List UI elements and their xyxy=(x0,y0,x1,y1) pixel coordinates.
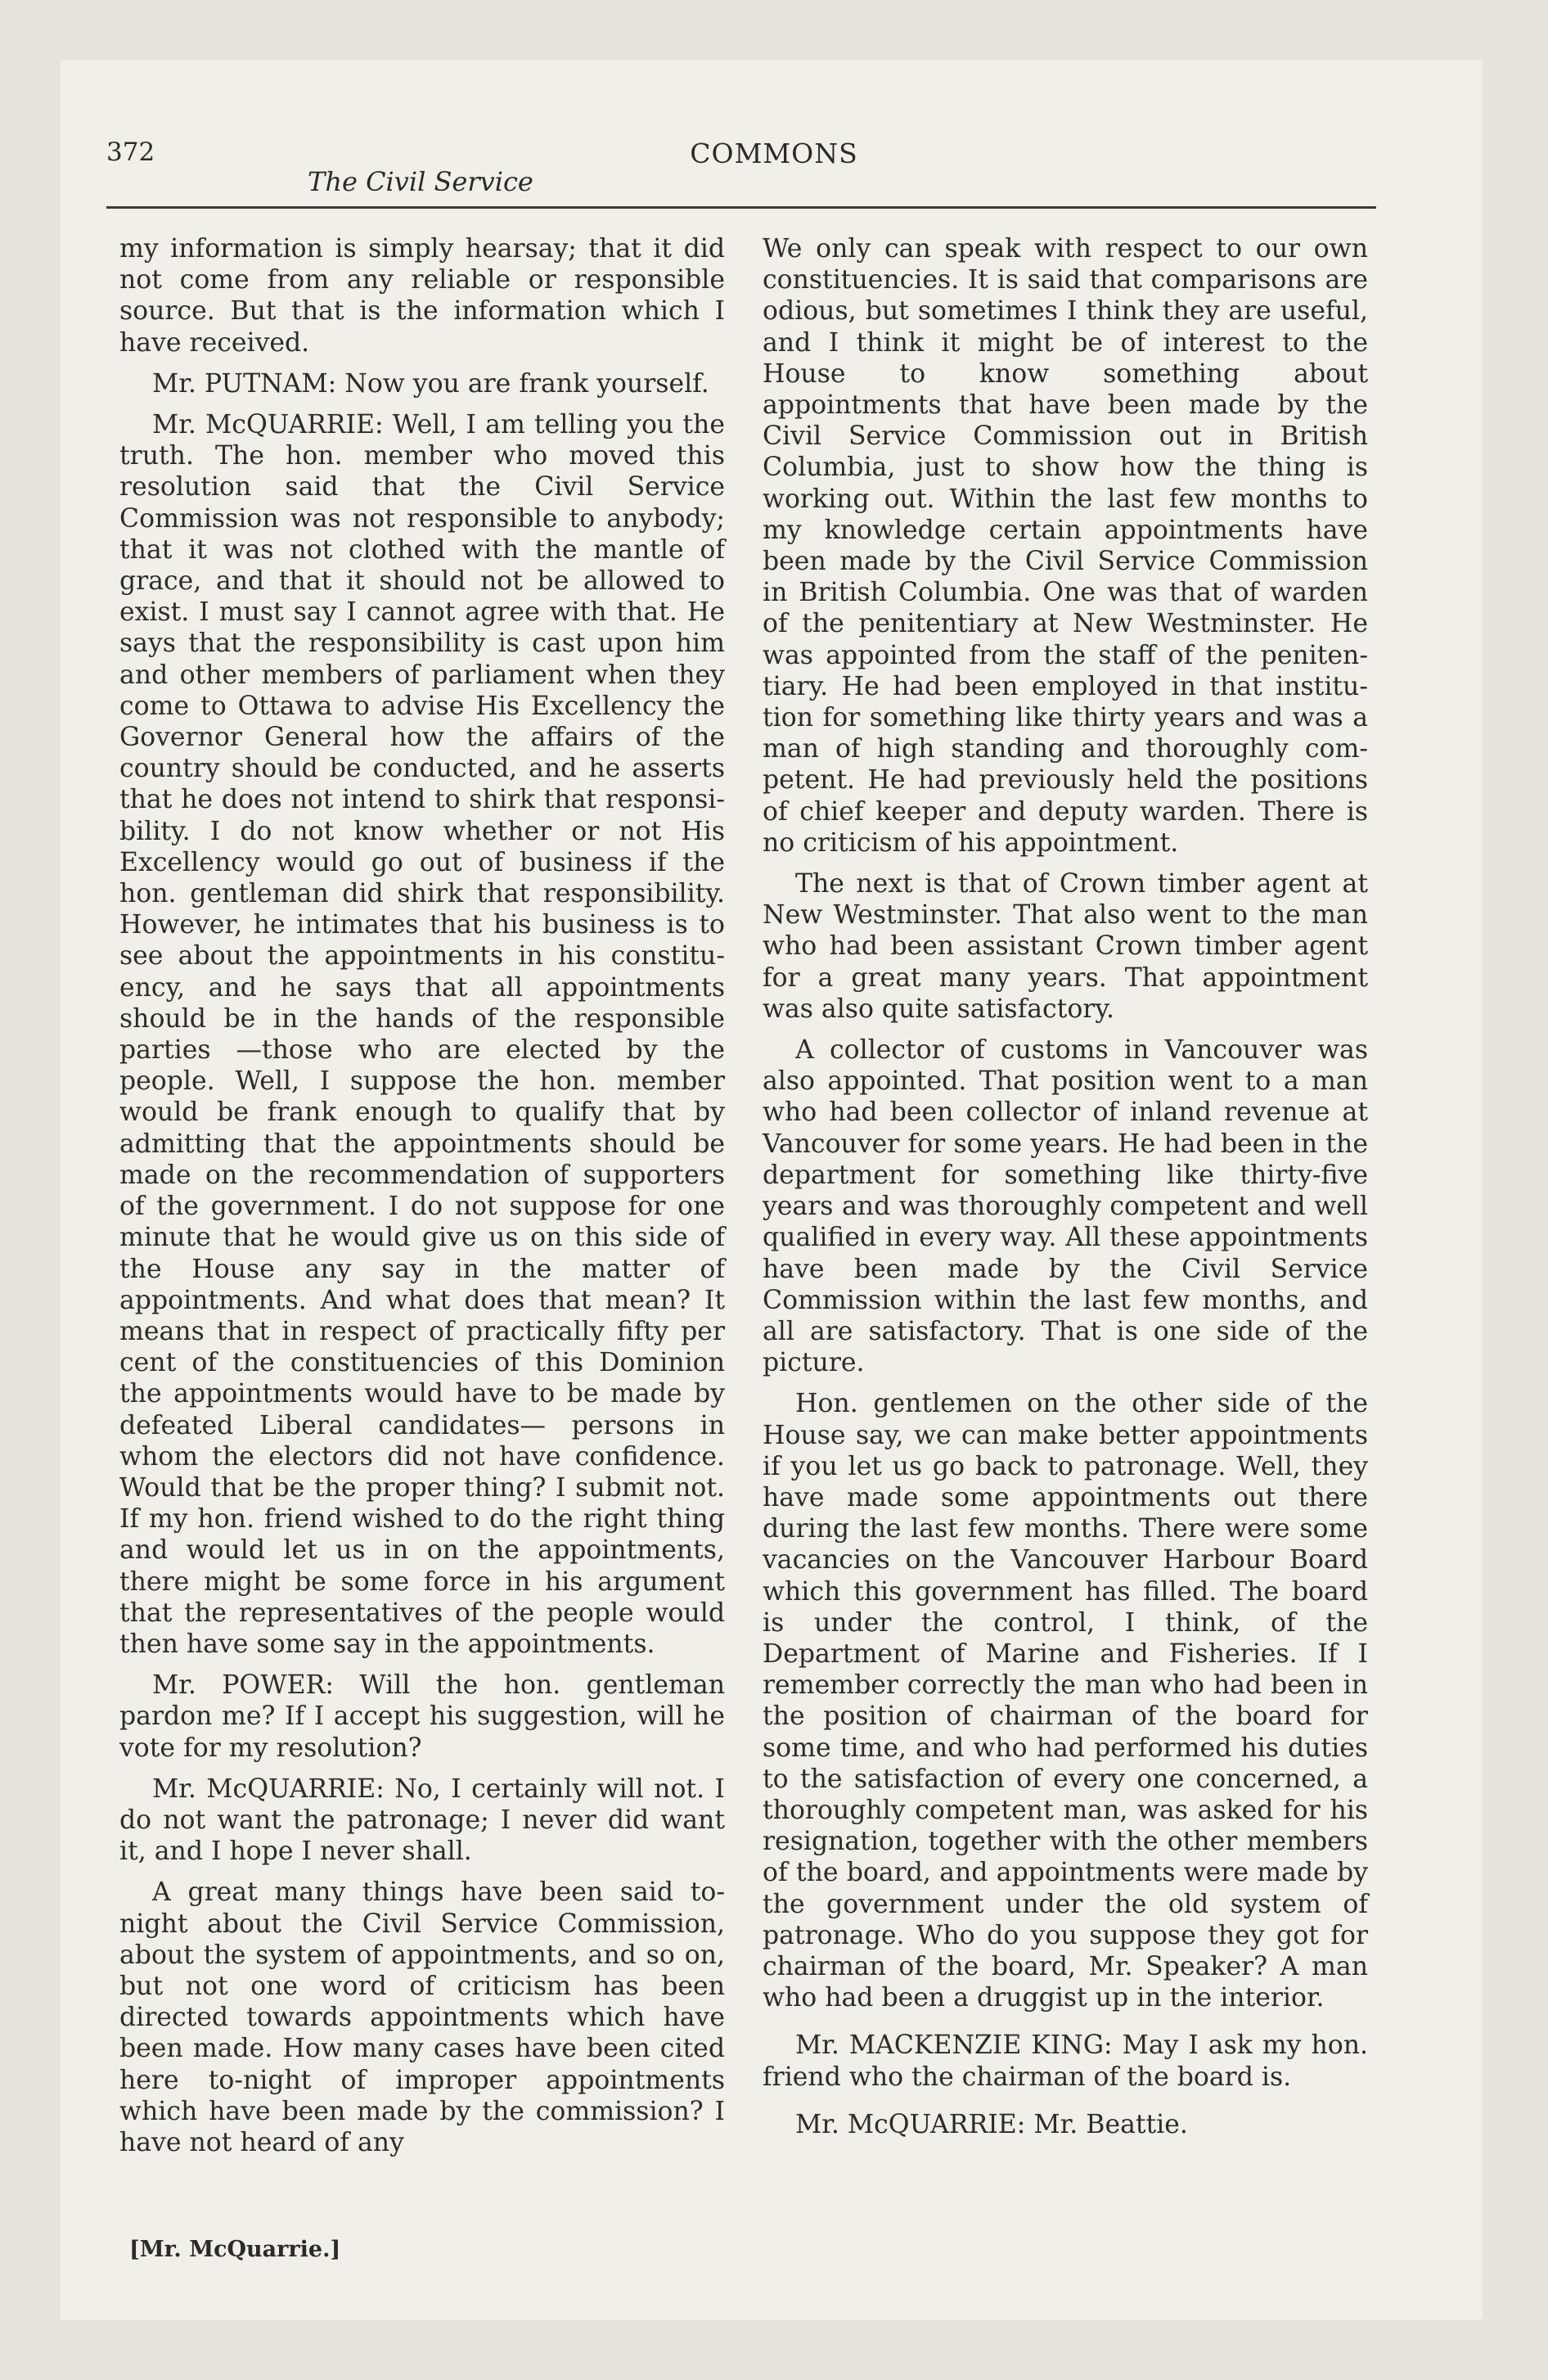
paragraph: Hon. gentlemen on the other side of the House say, we can make better appointments if you let us go back to patronage. Well, they have made some appointments out there during the last few months. There were some vacancies on the Vancouver Harbour Board which this government has filled. The board is under the control, I think, of the Department of Marine and Fisheries. If I remember correctly the man who had been in the position of chairman of the board for some time, and who had performed his duties to the satisfaction of every one concerned, a thoroughly competent man, was asked for his resignation, together with the other members of the board, and appointments were made by the government under the old system of patronage. Who do you suppose they got for chairman of the board, Mr. Speaker? A man who had been a druggist up in the interior. xyxy=(763,1389,1368,2013)
paragraph: Mr. McQUARRIE: Mr. Beattie. xyxy=(795,2109,1188,2139)
header-rule xyxy=(106,206,1376,209)
speaker-footer: [Mr. McQuarrie.] xyxy=(129,2237,341,2262)
left-column xyxy=(119,233,725,2222)
paragraph: Mr. McQUARRIE: Well, I am telling you the truth. The hon. member who moved this resolution said that the Civil Service Commission was not responsible to anybody; that it was not clothed with the mantle of grace, and that it should not be allowed to exist. I must say I cannot agree with that. He says that the responsibility is cast upon him and other members of parliament when they come to Ottawa to advise His Excellency the Governor General how the affairs of the country should be conducted, and he asserts that he does not intend to shirk that responsibility. I do not know whether or not His Excellency would go out of business if the hon. gentleman did shirk that responsibility. However, he intimates that his business is to see about the appointments in his constituency, and he says that all appointments should be in the hands of the responsible parties —those who are elected by the people. Well, I suppose the hon. member would be frank enough to qualify that by admitting that the appointments should be made on the recommendation of supporters of the government. I do not suppose for one minute that he would give us on this side of the House any say in the matter of appointments. And what does that mean? It means that in respect of practically fifty per cent of the constituencies of this Dominion the appointments would have to be made by defeated Liberal candidates— persons in whom the electors did not have confidence. Would that be the proper thing? I submit not. If my hon. friend wished to do the right thing and would let us in on the appointments, there might be some force in his argument that the representatives of the people would then have some say in the appointments. xyxy=(119,410,725,1659)
paragraph: Mr. PUTNAM: Now you are frank yourself. xyxy=(152,368,709,399)
paragraph: A great many things have been said to-night about the Civil Service Commission, about the system of appointments, and so on, but not one word of criticism has been directed towards appointments which have been made. How many cases have been cited here to-night of improper appointments which have been made by the commission? I have not heard of any xyxy=(119,1877,725,2157)
paragraph: We only can speak with respect to our own constituencies. It is said that comparisons are odious, but sometimes I think they are useful, and I think it might be of interest to the House to know something about appointments that have been made by the Civil Service Commission out in British Columbia, just to show how the thing is working out. Within the last few months to my knowledge certain appointments have been made by the Civil Service Commission in British Columbia. One was that of warden of the penitentiary at New Westminster. He was appointed from the staff of the penitentiary. He had been employed in that institution for something like thirty years and was a man of high standing and thoroughly competent. He had previously held the positions of chief keeper and deputy warden. There is no criticism of his appointment. xyxy=(763,234,1368,858)
right-column xyxy=(763,233,1368,2222)
paragraph: Mr. POWER: Will the hon. gentleman pardon me? If I accept his suggestion, will he vote for my resolution? xyxy=(119,1670,725,1763)
paragraph: my information is simply hearsay; that it did not come from any reliable or responsible source. But that is the information which I have received. xyxy=(119,234,725,358)
running-title: COMMONS xyxy=(690,137,858,169)
page-number: 372 xyxy=(106,137,155,167)
paragraph: Mr. MACKENZIE KING: May I ask my hon. friend who the chairman of the board is. xyxy=(763,2031,1368,2092)
paragraph: A collector of customs in Vancouver was also appointed. That position went to a man who had been collector of inland revenue at Vancouver for some years. He had been in the department for something like thirty-five years and was thoroughly competent and well qualified in every way. All these appointments have been made by the Civil Service Commission within the last few months, and all are satisfactory. That is one side of the picture. xyxy=(763,1035,1368,1378)
running-subtitle: The Civil Service xyxy=(308,166,533,197)
paragraph: The next is that of Crown timber agent at New Westminster. That also went to the man who had been assistant Crown timber agent for a great many years. That appointment was also quite satisfactory. xyxy=(763,869,1368,1024)
paragraph: Mr. McQUARRIE: No, I certainly will not. I do not want the patronage; I never did want it, and I hope I never shall. xyxy=(119,1774,725,1867)
